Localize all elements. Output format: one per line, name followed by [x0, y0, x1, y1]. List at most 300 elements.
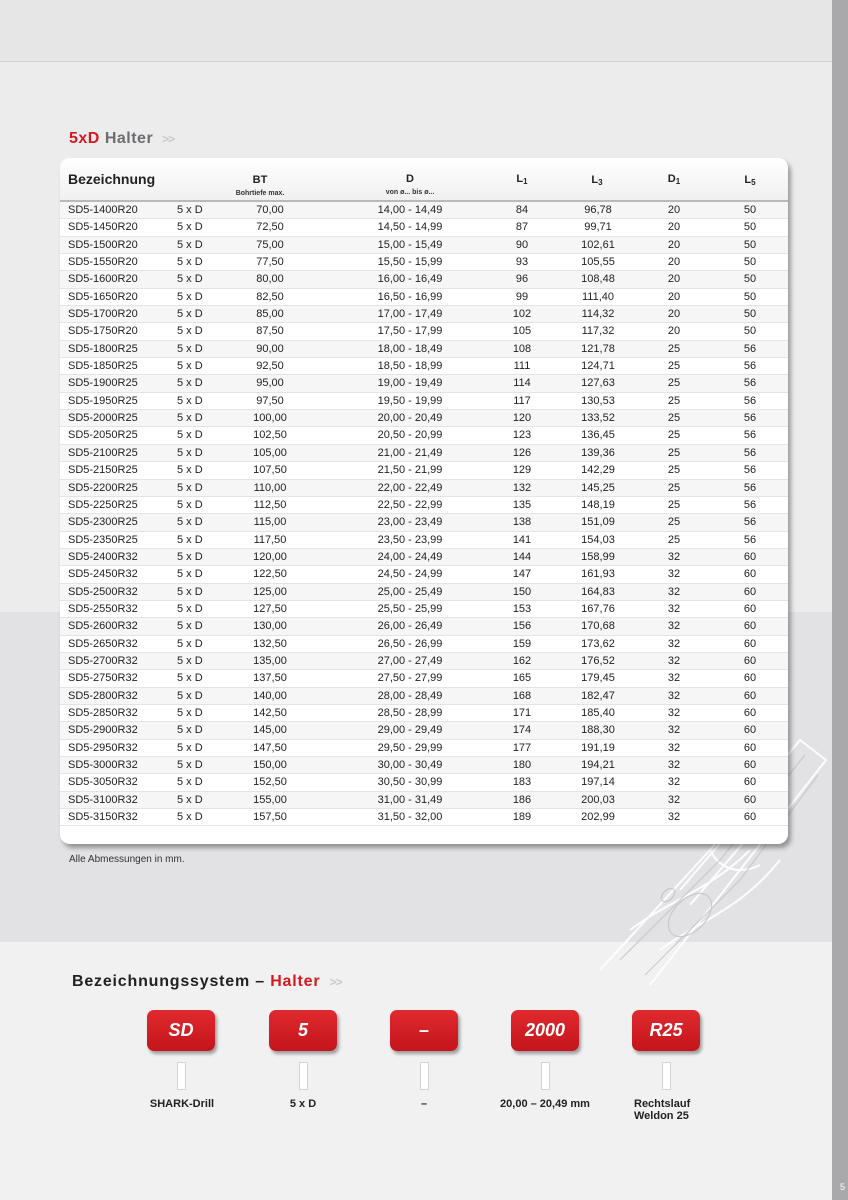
cell-l1: 174 [512, 724, 532, 737]
table-row [60, 480, 788, 497]
table-row [60, 341, 788, 358]
code-label-line: 20,00 – 20,49 mm [500, 1098, 590, 1110]
table-row [60, 670, 788, 687]
system-title-text: Bezeichnungssystem – [72, 973, 265, 990]
cell-bt: 107,50 [253, 464, 287, 477]
cell-l5: 60 [743, 585, 757, 598]
header-d1-sub: 1 [675, 177, 681, 186]
cell-l5: 60 [743, 741, 757, 754]
cell-l5: 60 [743, 724, 757, 737]
cell-factor: 5 x D [177, 741, 203, 754]
cell-l3: 121,78 [581, 342, 615, 355]
cell-l5: 50 [743, 273, 757, 286]
cell-d: 28,50 - 28,99 [377, 706, 443, 719]
cell-l3: 105,55 [581, 256, 615, 269]
cell-d1: 20 [667, 308, 681, 321]
table-row [60, 497, 788, 514]
cell-d: 27,50 - 27,99 [377, 672, 443, 685]
cell-l3: 117,32 [581, 325, 615, 338]
cell-l5: 60 [743, 654, 757, 667]
table-row [60, 514, 788, 531]
cell-d: 15,00 - 15,49 [377, 238, 443, 251]
cell-l1: 189 [512, 811, 532, 824]
cell-bezeichnung: SD5-2500R32 [68, 585, 138, 598]
code-segment-box: SD [147, 1010, 215, 1051]
cell-d1: 32 [667, 654, 681, 667]
cell-l5: 56 [743, 394, 757, 407]
cell-bezeichnung: SD5-1800R25 [68, 342, 138, 355]
cell-l5: 60 [743, 620, 757, 633]
cell-factor: 5 x D [177, 394, 203, 407]
cell-l5: 50 [743, 221, 757, 234]
table-row [60, 306, 788, 323]
section-title-text: Halter [104, 130, 154, 147]
cell-bezeichnung: SD5-2250R25 [68, 498, 138, 511]
cell-bt: 87,50 [256, 325, 284, 338]
cell-factor: 5 x D [177, 273, 203, 286]
cell-l3: 145,25 [581, 481, 615, 494]
cell-l5: 60 [743, 776, 757, 789]
cell-bt: 80,00 [256, 273, 284, 286]
cell-l1: 108 [512, 342, 532, 355]
cell-bt: 95,00 [256, 377, 284, 390]
cell-l3: 99,71 [584, 221, 612, 234]
code-label-line-2: Weldon 25 [634, 1110, 689, 1122]
table-row [60, 202, 788, 219]
cell-l1: 90 [515, 238, 529, 251]
cell-factor: 5 x D [177, 568, 203, 581]
cell-l3: 127,63 [581, 377, 615, 390]
cell-bt: 72,50 [256, 221, 284, 234]
cell-factor: 5 x D [177, 759, 203, 771]
cell-bt: 127,50 [253, 602, 287, 615]
cell-d1: 32 [667, 568, 681, 581]
cell-bt: 125,00 [253, 585, 287, 598]
cell-l1: 135 [512, 498, 532, 511]
code-segment-label [147, 1098, 217, 1110]
cell-factor: 5 x D [177, 290, 203, 303]
cell-l3: 191,19 [581, 741, 615, 754]
header-l3-label: L [591, 174, 599, 186]
cell-d: 19,50 - 19,99 [377, 394, 443, 407]
table-row [60, 584, 788, 601]
cell-bezeichnung: SD5-1950R25 [68, 394, 138, 407]
cell-d: 15,50 - 15,99 [377, 256, 443, 269]
code-label-line: – [420, 1098, 428, 1110]
cell-d: 29,50 - 29,99 [377, 741, 443, 754]
cell-d1: 25 [667, 446, 681, 459]
cell-factor: 5 x D [177, 533, 203, 546]
cell-l5: 56 [743, 429, 757, 442]
cell-bezeichnung: SD5-2900R32 [68, 724, 138, 737]
cell-l3: 179,45 [581, 672, 615, 685]
cell-l3: 197,14 [581, 776, 615, 789]
cell-d1: 25 [667, 464, 681, 477]
cell-l3: 96,78 [584, 204, 612, 216]
cell-l3: 164,83 [581, 585, 615, 598]
cell-factor: 5 x D [177, 620, 203, 633]
table-row [60, 427, 788, 444]
cell-bezeichnung: SD5-3050R32 [68, 776, 138, 789]
cell-l3: 154,03 [581, 533, 615, 546]
cell-bezeichnung: SD5-3100R32 [68, 793, 138, 806]
cell-factor: 5 x D [177, 689, 203, 702]
cell-d: 28,00 - 28,49 [377, 689, 443, 702]
cell-l5: 56 [743, 498, 757, 511]
cell-bt: 137,50 [253, 672, 287, 685]
connector-line [177, 1062, 186, 1090]
table-row [60, 757, 788, 774]
cell-factor: 5 x D [177, 412, 203, 425]
cell-bezeichnung: SD5-1650R20 [68, 290, 138, 303]
code-segment-box: R25 [632, 1010, 700, 1051]
cell-d: 18,00 - 18,49 [377, 342, 443, 355]
cell-factor: 5 x D [177, 672, 203, 685]
header-l5 [728, 174, 772, 187]
cell-l1: 180 [512, 759, 532, 771]
table-row [60, 532, 788, 549]
cell-l3: 136,45 [581, 429, 615, 442]
cell-l1: 111 [513, 360, 531, 373]
cell-bezeichnung: SD5-1750R20 [68, 325, 138, 338]
table-row [60, 549, 788, 566]
cell-bezeichnung: SD5-2300R25 [68, 516, 138, 529]
header-l3 [575, 174, 619, 187]
cell-l5: 60 [743, 793, 757, 806]
cell-l3: 124,71 [581, 360, 615, 373]
cell-factor: 5 x D [177, 811, 203, 824]
section-title-code: 5xD [69, 130, 100, 147]
cell-l1: 168 [512, 689, 532, 702]
cell-bezeichnung: SD5-3000R32 [68, 759, 138, 771]
cell-d1: 25 [667, 533, 681, 546]
cell-bt: 75,00 [256, 238, 284, 251]
cell-l5: 56 [743, 533, 757, 546]
table-header [60, 158, 788, 202]
cell-d: 23,50 - 23,99 [377, 533, 443, 546]
cell-l3: 148,19 [581, 498, 615, 511]
cell-l5: 50 [743, 256, 757, 269]
cell-l3: 176,52 [581, 654, 615, 667]
cell-d1: 20 [667, 238, 681, 251]
cell-factor: 5 x D [177, 637, 203, 650]
cell-d1: 20 [667, 221, 681, 234]
cell-l1: 132 [512, 481, 532, 494]
cell-l3: 202,99 [581, 811, 615, 824]
cell-factor: 5 x D [177, 429, 203, 442]
cell-bezeichnung: SD5-1900R25 [68, 377, 138, 390]
code-segment-box: – [390, 1010, 458, 1051]
cell-bezeichnung: SD5-1400R20 [68, 204, 138, 216]
cell-l3: 130,53 [581, 394, 615, 407]
cell-d1: 20 [667, 204, 681, 216]
cell-d: 30,50 - 30,99 [377, 776, 443, 789]
cell-bt: 97,50 [256, 394, 284, 407]
cell-d: 25,50 - 25,99 [377, 602, 443, 615]
table-row [60, 705, 788, 722]
cell-d: 17,00 - 17,49 [377, 308, 443, 321]
cell-l3: 133,52 [581, 412, 615, 425]
cell-bt: 117,50 [253, 533, 287, 546]
table-row [60, 566, 788, 583]
cell-l3: 173,62 [581, 637, 615, 650]
cell-l3: 139,36 [581, 446, 615, 459]
cell-bt: 142,50 [253, 706, 287, 719]
cell-factor: 5 x D [177, 377, 203, 390]
table-row [60, 410, 788, 427]
system-title-accent: Halter [270, 973, 321, 990]
cell-l1: 126 [512, 446, 532, 459]
cell-d: 29,00 - 29,49 [377, 724, 443, 737]
cell-d: 22,00 - 22,49 [377, 481, 443, 494]
cell-bezeichnung: SD5-2450R32 [68, 568, 138, 581]
cell-d1: 32 [667, 811, 681, 824]
cell-bezeichnung: SD5-2350R25 [68, 533, 138, 546]
header-d-sub: von ø... bis ø... [385, 189, 435, 196]
cell-bezeichnung: SD5-2050R25 [68, 429, 138, 442]
table-row [60, 393, 788, 410]
top-band [0, 0, 832, 62]
cell-l3: 111,40 [581, 290, 614, 303]
cell-bt: 140,00 [253, 689, 287, 702]
cell-d: 24,00 - 24,49 [377, 550, 443, 563]
cell-bezeichnung: SD5-1850R25 [68, 360, 138, 373]
header-l1-label: L [516, 173, 524, 185]
cell-d: 26,00 - 26,49 [377, 620, 443, 633]
cell-d: 22,50 - 22,99 [377, 498, 443, 511]
cell-d1: 32 [667, 724, 681, 737]
cell-factor: 5 x D [177, 585, 203, 598]
table-row [60, 462, 788, 479]
cell-l5: 50 [743, 308, 757, 321]
chevron-right-icon: >> [329, 975, 342, 989]
cell-l1: 84 [515, 204, 529, 216]
cell-l5: 50 [743, 290, 757, 303]
cell-factor: 5 x D [177, 724, 203, 737]
cell-d: 17,50 - 17,99 [377, 325, 443, 338]
cell-bt: 102,50 [253, 429, 287, 442]
cell-l5: 56 [743, 464, 757, 477]
cell-factor: 5 x D [177, 776, 203, 789]
cell-l1: 165 [512, 672, 532, 685]
cell-factor: 5 x D [177, 516, 203, 529]
cell-bezeichnung: SD5-2750R32 [68, 672, 138, 685]
code-segment-label [384, 1098, 464, 1110]
cell-l1: 186 [512, 793, 532, 806]
cell-factor: 5 x D [177, 550, 203, 563]
cell-bt: 130,00 [253, 620, 287, 633]
cell-l5: 56 [743, 446, 757, 459]
cell-d: 19,00 - 19,49 [377, 377, 443, 390]
cell-d: 21,50 - 21,99 [377, 464, 443, 477]
table-row [60, 219, 788, 236]
header-d-label: D [406, 173, 414, 185]
cell-bt: 110,00 [253, 481, 287, 494]
cell-l5: 60 [743, 672, 757, 685]
cell-l3: 185,40 [581, 706, 615, 719]
cell-d1: 32 [667, 689, 681, 702]
cell-bt: 147,50 [253, 741, 287, 754]
cell-l5: 60 [743, 706, 757, 719]
cell-bt: 155,00 [253, 793, 287, 806]
cell-l5: 60 [743, 602, 757, 615]
connector-line [299, 1062, 308, 1090]
header-d1-label: D [667, 173, 676, 185]
cell-bezeichnung: SD5-2100R25 [68, 446, 138, 459]
connector-line [420, 1062, 429, 1090]
cell-factor: 5 x D [177, 342, 203, 355]
footnote: Alle Abmessungen in mm. [69, 854, 185, 865]
cell-d: 16,50 - 16,99 [377, 290, 443, 303]
table-row [60, 618, 788, 635]
code-segment-label [634, 1098, 714, 1122]
cell-l1: 105 [512, 325, 532, 338]
table-row [60, 237, 788, 254]
cell-d1: 25 [667, 429, 681, 442]
cell-bezeichnung: SD5-2650R32 [68, 637, 138, 650]
cell-d1: 25 [667, 394, 681, 407]
cell-bezeichnung: SD5-2150R25 [68, 464, 138, 477]
cell-factor: 5 x D [177, 706, 203, 719]
cell-bezeichnung: SD5-1600R20 [68, 273, 138, 286]
cell-d1: 32 [667, 706, 681, 719]
table-row [60, 601, 788, 618]
table-row [60, 289, 788, 306]
cell-l1: 102 [512, 308, 532, 321]
cell-l5: 50 [743, 238, 757, 251]
header-l5-sub: 5 [751, 178, 756, 187]
cell-l1: 129 [512, 464, 532, 477]
table-row [60, 774, 788, 791]
cell-l1: 93 [515, 256, 529, 269]
cell-l1: 144 [512, 550, 532, 563]
cell-d1: 32 [667, 620, 681, 633]
cell-l1: 153 [512, 602, 532, 615]
cell-l3: 200,03 [581, 793, 615, 806]
cell-d: 18,50 - 18,99 [377, 360, 443, 373]
cell-bezeichnung: SD5-2000R25 [68, 412, 138, 425]
cell-bezeichnung: SD5-1450R20 [68, 221, 138, 234]
cell-l5: 56 [743, 360, 757, 373]
code-segment-label [263, 1098, 343, 1110]
cell-l5: 56 [743, 412, 757, 425]
header-bt-label: BT [252, 174, 268, 186]
cell-bezeichnung: SD5-2200R25 [68, 481, 138, 494]
cell-l3: 102,61 [581, 238, 615, 251]
cell-factor: 5 x D [177, 446, 203, 459]
cell-l3: 167,76 [581, 602, 615, 615]
cell-l5: 56 [743, 516, 757, 529]
header-l1-sub: 1 [523, 177, 528, 186]
cell-bezeichnung: SD5-2700R32 [68, 654, 138, 667]
cell-bezeichnung: SD5-1550R20 [68, 256, 138, 269]
cell-d: 30,00 - 30,49 [377, 759, 443, 771]
cell-l3: 114,32 [581, 308, 615, 321]
cell-bezeichnung: SD5-2950R32 [68, 741, 138, 754]
cell-l1: 150 [512, 585, 532, 598]
cell-l5: 56 [743, 377, 757, 390]
cell-factor: 5 x D [177, 256, 203, 269]
cell-factor: 5 x D [177, 204, 203, 216]
cell-factor: 5 x D [177, 602, 203, 615]
cell-d: 23,00 - 23,49 [377, 516, 443, 529]
cell-bezeichnung: SD5-3150R32 [68, 811, 138, 824]
chevron-right-icon: >> [162, 132, 175, 146]
cell-d: 14,00 - 14,49 [377, 204, 443, 216]
cell-bt: 82,50 [256, 290, 284, 303]
cell-bt: 90,00 [256, 342, 284, 355]
cell-bt: 135,00 [253, 654, 287, 667]
cell-d1: 25 [667, 342, 681, 355]
header-bt-sub: Bohrtiefe max. [235, 190, 285, 197]
cell-l3: 108,48 [581, 273, 615, 286]
cell-bt: 157,50 [253, 811, 287, 824]
table-row [60, 323, 788, 340]
cell-l1: 114 [513, 377, 531, 390]
cell-factor: 5 x D [177, 654, 203, 667]
cell-d1: 25 [667, 516, 681, 529]
cell-bt: 132,50 [253, 637, 287, 650]
cell-l1: 120 [512, 412, 532, 425]
cell-l1: 117 [513, 394, 531, 407]
code-segment-label [480, 1098, 610, 1110]
cell-d: 31,50 - 32,00 [377, 811, 443, 824]
cell-d1: 20 [667, 325, 681, 338]
cell-l1: 162 [512, 654, 532, 667]
cell-l3: 188,30 [581, 724, 615, 737]
cell-d1: 32 [667, 637, 681, 650]
cell-l5: 56 [743, 481, 757, 494]
cell-l5: 60 [743, 811, 757, 824]
cell-l3: 142,29 [581, 464, 615, 477]
header-l1 [500, 173, 544, 186]
cell-d: 24,50 - 24,99 [377, 568, 443, 581]
cell-bt: 150,00 [253, 759, 287, 771]
cell-factor: 5 x D [177, 221, 203, 234]
cell-d: 14,50 - 14,99 [377, 221, 443, 234]
table-row [60, 271, 788, 288]
cell-bt: 85,00 [256, 308, 284, 321]
cell-factor: 5 x D [177, 325, 203, 338]
header-l3-sub: 3 [598, 178, 603, 187]
cell-l5: 60 [743, 568, 757, 581]
cell-d1: 25 [667, 412, 681, 425]
cell-d: 25,00 - 25,49 [377, 585, 443, 598]
cell-d1: 32 [667, 602, 681, 615]
cell-l1: 147 [512, 568, 532, 581]
cell-d1: 32 [667, 585, 681, 598]
cell-bezeichnung: SD5-1500R20 [68, 238, 138, 251]
table-row [60, 809, 788, 826]
cell-l3: 151,09 [581, 516, 615, 529]
cell-bezeichnung: SD5-2550R32 [68, 602, 138, 615]
header-bt [230, 174, 290, 197]
header-d [350, 173, 470, 196]
cell-d: 16,00 - 16,49 [377, 273, 443, 286]
connector-line [541, 1062, 550, 1090]
code-segment-box: 2000 [511, 1010, 579, 1051]
cell-l5: 50 [743, 325, 757, 338]
cell-d1: 32 [667, 793, 681, 806]
cell-l1: 87 [515, 221, 529, 234]
cell-d: 27,00 - 27,49 [377, 654, 443, 667]
cell-l1: 159 [512, 637, 532, 650]
cell-bt: 92,50 [256, 360, 284, 373]
table-row [60, 375, 788, 392]
header-d1 [652, 173, 696, 186]
cell-d1: 32 [667, 672, 681, 685]
right-margin-strip [832, 0, 848, 1200]
